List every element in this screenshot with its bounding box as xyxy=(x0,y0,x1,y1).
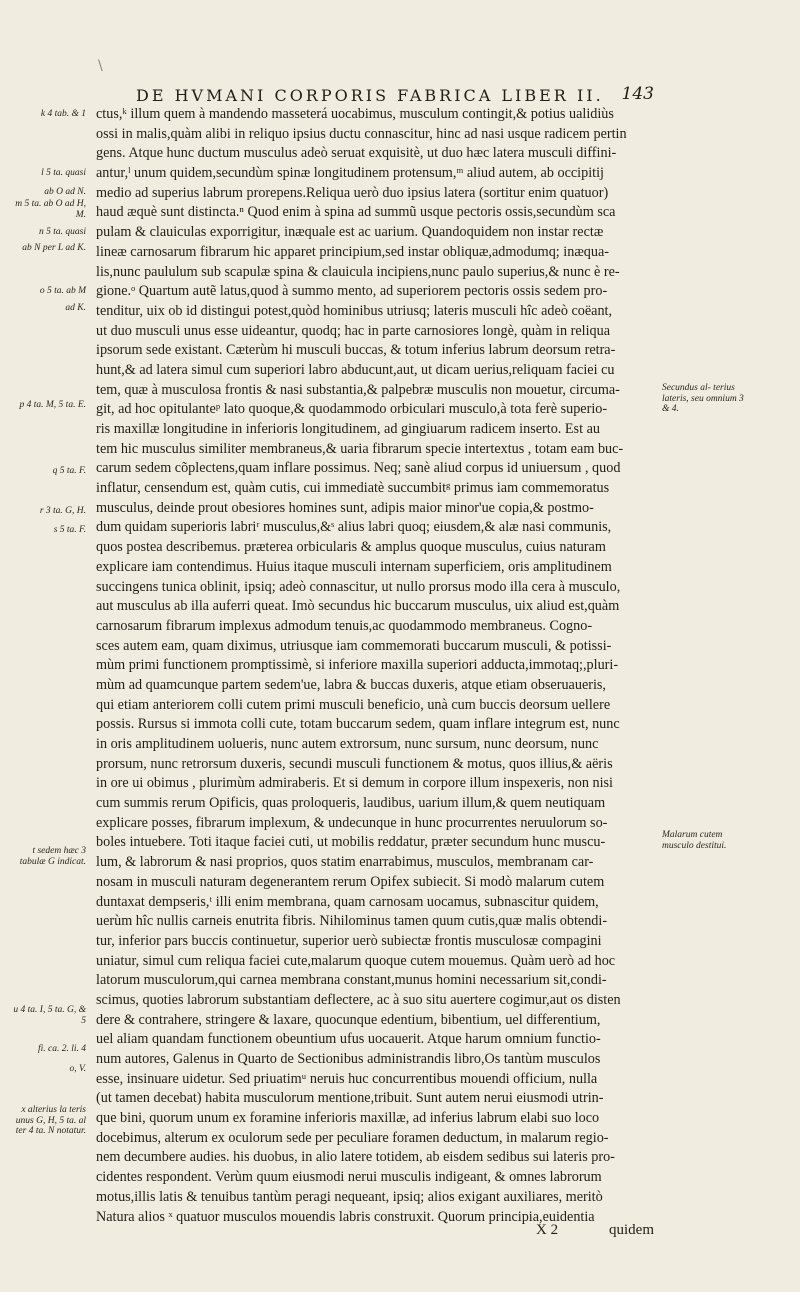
text-line: possis. Rursus si immota colli cute, totam buccarum sedem, quam inflare integrum est, nunc xyxy=(96,716,620,733)
margin-note-left: n 5 ta. quasi xyxy=(39,227,86,237)
text-line: uerùm hîc nullis carneis enutrita fibris. Nihilominus tamen quum cutis,quæ malis obtendi- xyxy=(96,913,608,930)
text-line: sces autem eam, quam diximus, utriusque iam commemorati buccarum musculi, & potissi- xyxy=(96,637,612,654)
text-line: mùm ad quamcunque partem sedem'ue, labra & buccas duxeris, atque etiam obseruaueris, xyxy=(96,676,606,693)
body-text xyxy=(96,105,654,1227)
text-line: ut duo musculi unus esse uideantur, quodq; hac in parte carnosiores longè, quàm in reliqua xyxy=(96,322,610,339)
text-line: in oris amplitudinem uolueris, nunc autem extrorsum, nunc sursum, nunc deorsum, nunc xyxy=(96,736,599,752)
text-line: gione.ᵒ Quartum autẽ latus,quod à summo mento, ad superiorem pectoris ossis sedem pro- xyxy=(96,283,608,300)
margin-note-left: m 5 ta. ab O ad H, M. xyxy=(15,199,86,220)
text-line: haud æquè sunt distincta.ⁿ Quod enim à spina ad summũ usque pectoris ossis,secundùm sca xyxy=(96,204,616,221)
text-line: dere & contrahere, stringere & laxare, quocunque edentium, bibentium, uel differentium, xyxy=(96,1011,601,1028)
text-line: nosam in musculi naturam degenerantem rerum Opifex subiecit. Si modò malarum cutem xyxy=(96,873,605,890)
text-line: tenditur, uix ob id distingui potest,quòd hominibus utriusq; lateris musculi hîc adeò coëant, xyxy=(96,302,613,319)
signature-mark: X 2 xyxy=(536,1222,559,1238)
text-line: tem, quæ à musculosa frontis & nasi substantia,& palpebræ musculis non mouetur, circuma- xyxy=(96,381,620,398)
text-line: lineæ carnosarum fibrarum hic apparet principium,sed instar obliquæ,admodumq; inæqua- xyxy=(96,243,609,260)
margin-note-left: t sedem hæc 3 tabulæ G indicat. xyxy=(19,846,86,867)
text-line: in ore ui obimus , plurimùm admiraberis. Et si demum in corpore illum inspexeris, non nisi xyxy=(96,775,613,792)
text-line: (ut tamen decebat) habita musculorum mentione,tribuit. Sunt autem nerui eiusmodi utrin- xyxy=(96,1090,604,1107)
text-line: musculus, deinde prout obesiores homines sunt, adipis maior minor'ue copia,& postmo- xyxy=(96,499,594,516)
margin-note-right: Malarum cutem musculo destitui. xyxy=(662,830,727,851)
text-line: mùm primi functionem promptissimè, si inferiore maxilla superiori adducta,immotaq;,pluri- xyxy=(96,657,619,674)
text-line: num autores, Galenus in Quarto de Sectionibus administrandis libro,Os tantùm musculos xyxy=(96,1051,601,1067)
text-line: tem hic musculus similiter membraneus,& uaria fibrarum specie intertextus , totam eam buc- xyxy=(96,440,624,457)
margin-note-left: x alterius la teris unus G, H, 5 ta. al ter 4 ta. N notatur. xyxy=(15,1105,86,1136)
text-line: succingens tunica oblinit, ipsiq; adeò connascitur, ut nullo prorsus modo illa cera à musculo, xyxy=(96,578,621,595)
text-line: qui etiam anteriorem colli cutem primi musculi beneficio, unà cum buccis deorsum uellere xyxy=(96,696,611,713)
text-line: cidentes respondent. Verùm quum eiusmodi nerui musculis indigeant, & omnes labrorum xyxy=(96,1169,602,1186)
text-line: explicare posses, fibrarum implexum, & undecunque in hunc procurrentes neruulorum so- xyxy=(96,814,608,831)
text-line: uel aliam quandam functionem obeuntium ufus uocauerit. Atque harum omnium functio- xyxy=(96,1031,601,1048)
text-line: que bini, quorum unum ex foramine inferioris maxillæ, ad inferius labrum elabi suo loco xyxy=(96,1110,600,1127)
text-line: aut musculus ab illa auferri queat. Imò secundus hic buccarum musculus, uix aliud est,quàm xyxy=(96,598,620,615)
text-line: gens. Atque hunc ductum musculus adeò seruat exquisitè, ut duo hæc latera musculi diffini- xyxy=(96,145,617,162)
text-line: carum sedem cõplectens,quam inflare possimus. Neq; sanè aliud corpus id uniuersum , quod xyxy=(96,460,621,477)
catchline xyxy=(96,1222,654,1242)
catchword: quidem xyxy=(609,1222,654,1238)
text-line: antur,ˡ unum quidem,secundùm spinæ longitudinem protensum,ᵐ aliud autem, ab occipitij xyxy=(96,165,604,182)
text-line: ris maxillæ longitudine in inferioris longitudinem, ad gingiuarum radicem inserto. Est au xyxy=(96,421,600,437)
text-line: quos postea describemus. præterea orbicularis & amplus quoque musculus, cuius naturam xyxy=(96,539,606,556)
text-line: lis,nunc paululum sub scapulæ spina & clauicula incipiens,nunc paulo superius,& nunc è re- xyxy=(96,263,620,280)
text-line: hunt,& ad latera simul cum superiori labro abducunt,aut, ut dicam uerius,reliquam faciei cu xyxy=(96,361,615,378)
text-line: docebimus, alterum ex oculorum sede per peculiare foramen deductum, in malarum regio- xyxy=(96,1129,609,1146)
text-line: Natura alios ˣ quatuor musculos mouendis labris construxit. Quorum principia,euidentia xyxy=(96,1208,595,1225)
margin-note-left: r 3 ta. G, H. xyxy=(39,506,86,516)
text-line: carnosarum fibrarum implexus admodum tenuis,ac quodammodo membraneus. Cogno- xyxy=(96,617,593,634)
text-line: tur, inferior pars buccis continuetur, superior uerò subiectæ frontis musculosæ compagini xyxy=(96,932,602,949)
text-line: ipsorum sede existant. Cæterùm hi musculi buccas, & totum inferius labrum deorsum retra- xyxy=(96,342,616,359)
text-line: duntaxat dempseris,ᵗ illi enim membrana, quam carnosam uocamus, subnascitur quidem, xyxy=(96,893,599,910)
text-line: motus,illis latis & tenuibus tantùm peragi nequeant, ipsiq; alios exigant auxiliares, meritò xyxy=(96,1188,603,1205)
text-line: boles intuebere. Toti itaque faciei cuti, ut mobilis reddatur, præter secundum hunc muscu- xyxy=(96,834,606,851)
text-line: pulam & clauiculas exporrigitur, inæquale est ac uarium. Quandoquidem non instar rectæ xyxy=(96,224,604,241)
margin-note-right: Secundus al- terius lateris, seu omnium 3 & 4. xyxy=(662,383,744,414)
printer-mark: \ xyxy=(98,58,103,74)
text-line: lum, & labrorum & nasi proprios, quos statim enarrabimus, musculos, membranam car- xyxy=(96,854,594,871)
text-line: prorsum, nunc retrorsum duxeris, secundi musculi functionem & motus, quos illius,& aëris xyxy=(96,755,613,772)
margin-note-left: ad K. xyxy=(65,303,86,313)
margin-note-left: k 4 tab. & 1 xyxy=(40,109,86,119)
running-title: DE HVMANI CORPORIS FABRICA LIBER II. xyxy=(136,86,604,105)
text-line: dum quidam superioris labriʳ musculus,&ˢ alius labri quoq; eiusdem,& alæ nasi communis, xyxy=(96,519,612,536)
text-line: ossi in malis,quàm alibi in reliquo ipsius ductu connascitur, hinc ad nasi usque radicem pertin xyxy=(96,125,627,142)
margin-note-left: o, V. xyxy=(69,1064,86,1074)
text-line: uniatur, simul cum reliqua faciei cute,malarum quoque cutem mouemus. Quàm uerò ad hoc xyxy=(96,952,616,969)
margin-note-left: s 5 ta. F. xyxy=(53,525,86,535)
margin-note-left: fi. ca. 2. li. 4 xyxy=(37,1044,86,1054)
margin-note-left: o 5 ta. ab M xyxy=(39,286,86,296)
text-line: scimus, quoties labrorum substantiam deflectere, ac à suo situ auertere cogimur,aut os disten xyxy=(96,991,621,1008)
margin-note-left: q 5 ta. F. xyxy=(52,466,86,476)
text-line: medio ad superius labrum prorepens.Reliqua uerò duo ipsius latera (sortitur enim quatuor) xyxy=(96,184,609,201)
margin-note-left: u 4 ta. I, 5 ta. G, & 5 xyxy=(13,1005,86,1026)
page-number: 143 xyxy=(621,84,654,104)
text-line: inflatur, censendum est, quàm cutis, cui immediatè succumbitᵍ primus iam commemoratus xyxy=(96,480,610,497)
text-line: cum summis rerum Opificis, quas proloqueris, laudibus, uarium illum,& quem neutiquam xyxy=(96,795,606,812)
text-line: ctus,ᵏ illum quem à mandendo masseterá uocabimus, musculum contingit,& potius ualidiùs xyxy=(96,106,614,122)
text-line: explicare iam contendimus. Huius itaque musculi internam superficiem, oris amplitudinem xyxy=(96,558,612,575)
margin-note-left: p 4 ta. M, 5 ta. E. xyxy=(19,400,86,410)
text-line: nem decumbere audies. his duobus, in alio latere totidem, ab eisdem sedibus sui lateris pro- xyxy=(96,1149,615,1166)
margin-note-left: ab O ad N. xyxy=(44,187,86,197)
text-line: esse, insinuare uidetur. Sed priuatimᵘ neruis huc concurrentibus mouendi officium, nulla xyxy=(96,1070,598,1087)
margin-note-left: l 5 ta. quasi xyxy=(41,168,86,178)
margin-note-left: ab N per L ad K. xyxy=(22,243,86,253)
text-line: latorum musculorum,qui carnea membrana constant,munus homini necessarium sit,condi- xyxy=(96,972,607,989)
text-line: git, ad hoc opitulanteᵖ lato quoque,& quodammodo orbiculari musculo,à tota ferè superio- xyxy=(96,401,608,418)
